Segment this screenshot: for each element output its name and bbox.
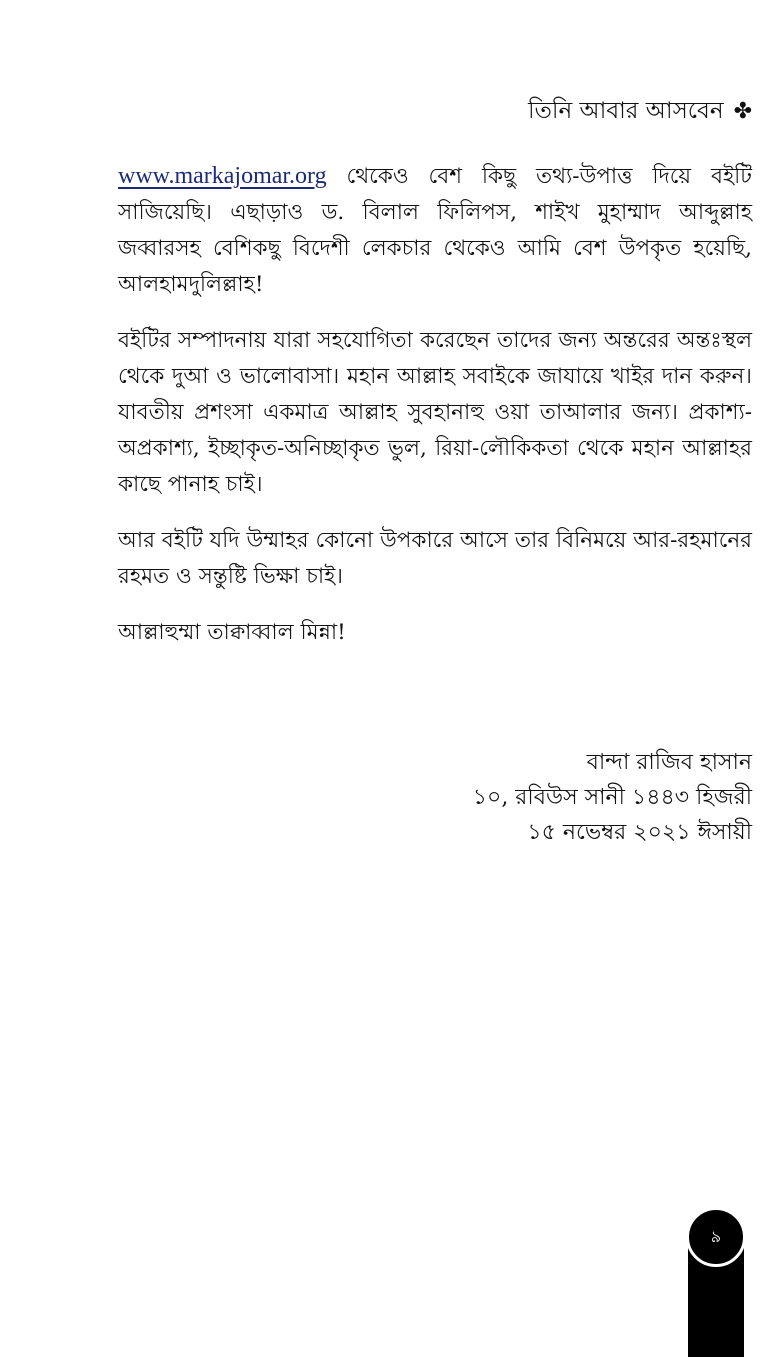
gregorian-date: ১৫ নভেম্বর ২০২১ ঈসায়ী (527, 820, 752, 845)
paragraph-1-text: থেকেও বেশ কিছু তথ্য-উপাত্ত দিয়ে বইটি সাজিয়েছি। এছাড়াও ড. বিলাল ফিলিপস, শাইখ মুহাম্মাদ আব্দুল্লাহ জব্বারসহ বেশিকছু বিদেশী লেকচার থেকেও আমি বেশ উপকৃত হয়েছি, আলহামদুলিল্লাহ! (118, 164, 752, 297)
paragraph-4: আল্লাহুম্মা তাক্বাব্বাল মিন্না! (118, 620, 346, 645)
hijri-date: ১০, রবিউস সানী ১৪৪৩ হিজরী (472, 785, 752, 810)
paragraph-3: আর বইটি যদি উম্মাহর কোনো উপকারে আসে তার বিনিময়ে আর-রহমানের রহমত ও সন্তুষ্টি ভিক্ষা চাই। (118, 528, 752, 589)
author-name: বান্দা রাজিব হাসান (586, 750, 752, 775)
website-link[interactable]: www.markajomar.org (118, 163, 327, 189)
paragraph-2: বইটির সম্পাদনায় যারা সহযোগিতা করেছেন তাদের জন্য অন্তরের অন্তঃস্থল থেকে দুআ ও ভালোবাসা। মহান আল্লাহ সবাইকে জাযায়ে খাইর দান করুন। যাবতীয় প্রশংসা একমাত্র আল্লাহ সুবহানাহু ওয়া তাআলার জন্য। প্রকাশ্য-অপ্রকাশ্য, ইচ্ছাকৃত-অনিচ্ছাকৃত ভুল, রিয়া-লৌকিকতা থেকে মহান আল্লাহর কাছে পানাহ চাই। (118, 328, 752, 497)
flower-ornament-icon: ✤ (733, 98, 752, 124)
page-number: ৯ (710, 1226, 722, 1246)
signature-block (473, 745, 752, 850)
body-text (118, 158, 752, 671)
page-number-badge (686, 1207, 746, 1267)
header-title: তিনি আবার আসবেন (528, 98, 724, 124)
running-header (528, 92, 752, 131)
paragraph-1 (118, 158, 752, 303)
